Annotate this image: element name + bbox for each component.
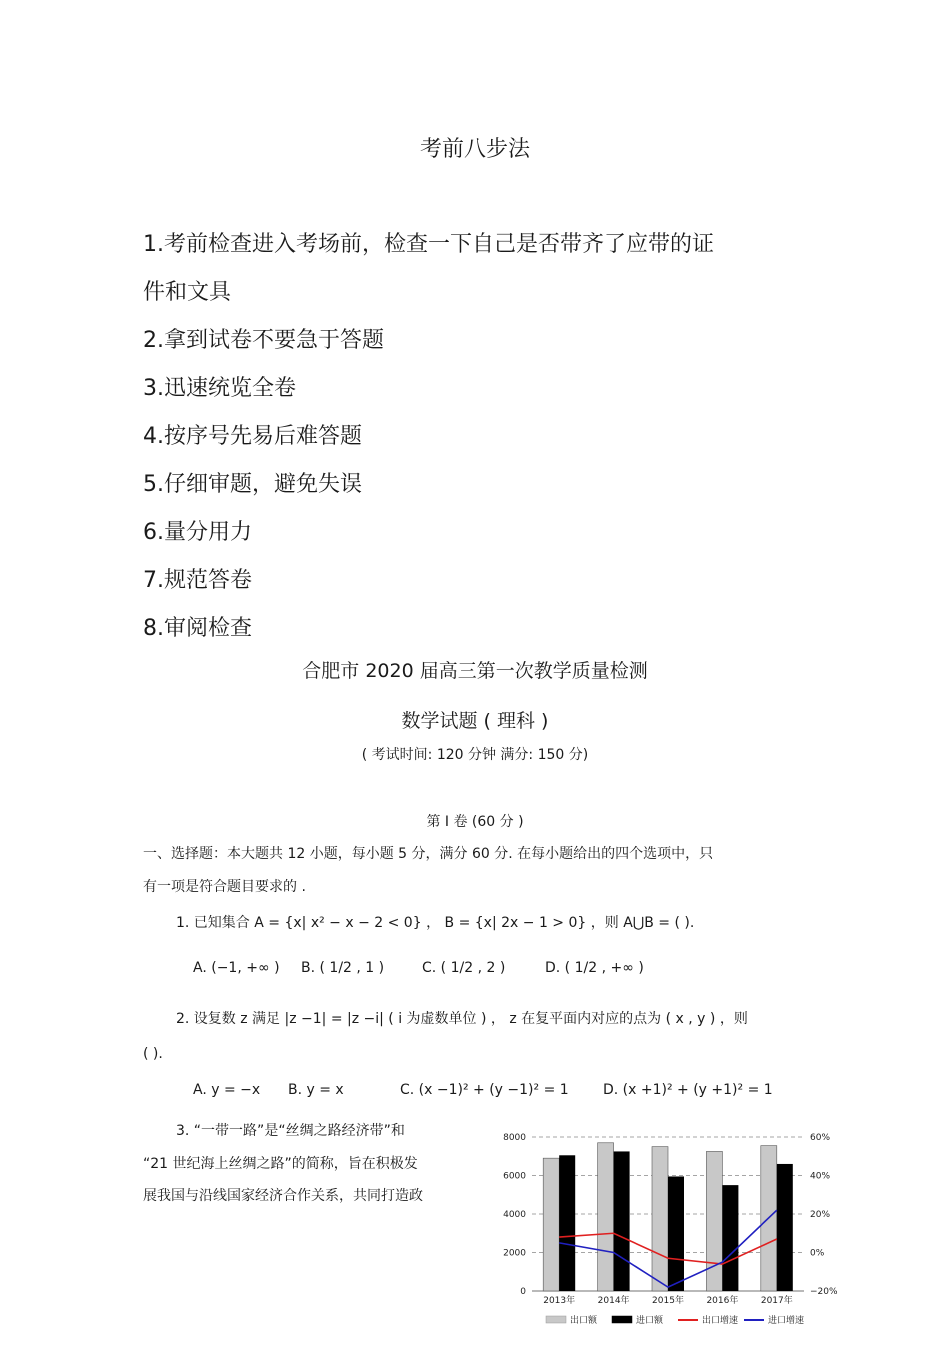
export-bar <box>543 1158 559 1291</box>
import-bar <box>777 1164 793 1291</box>
step-1: 1.考前检查进入考场前，检查一下自己是否带齐了应带的证 <box>143 232 714 257</box>
left-tick-label: 8000 <box>503 1133 526 1143</box>
import-bar <box>722 1185 738 1291</box>
exam-info: ( 考试时间: 120 分钟 满分: 150 分) <box>361 747 589 763</box>
category-label: 2016年 <box>706 1296 739 1306</box>
category-label: 2014年 <box>597 1296 630 1306</box>
question-2-paren: ( ). <box>143 1046 163 1062</box>
category-label: 2013年 <box>543 1296 576 1306</box>
question-2-option-a: A. y = −x <box>193 1082 261 1098</box>
section-intro-line-1: 一、选择题：本大题共 12 小题，每小题 5 分，满分 60 分. 在每小题给出的四个选项中，只 <box>143 846 714 862</box>
question-2-option-c: C. (x −1)² + (y −1)² = 1 <box>400 1082 569 1098</box>
step-3: 3.迅速统览全卷 <box>143 376 296 401</box>
question-3-line-1: 3. “一带一路”是“丝绸之路经济带”和 <box>176 1123 405 1139</box>
question-1-option-a: A. (−1, +∞ ) <box>193 960 280 976</box>
import-bar <box>614 1151 630 1291</box>
question-1-text: 1. 已知集合 A = {x| x² − x − 2 < 0} ， B = {x| 2x − 1 > 0} ，则 A⋃B = ( ). <box>176 915 695 931</box>
step-7: 7.规范答卷 <box>143 568 252 593</box>
exam-subtitle: 数学试题 ( 理科 ) <box>401 710 549 732</box>
export-bar <box>706 1151 722 1291</box>
left-tick-label: 0 <box>520 1287 526 1297</box>
question-3-line-3: 展我国与沿线国家经济合作关系，共同打造政 <box>143 1188 423 1204</box>
step-2: 2.拿到试卷不要急于答题 <box>143 328 384 353</box>
right-tick-label: 0% <box>810 1248 825 1259</box>
question-1-option-b: B. ( 1/2 , 1 ) <box>301 960 385 976</box>
question-3-line-2: “21 世纪海上丝绸之路”的简称，旨在积极发 <box>143 1156 418 1172</box>
legend-swatch <box>612 1316 632 1323</box>
category-label: 2017年 <box>760 1296 793 1306</box>
question-1-option-c: C. ( 1/2 , 2 ) <box>422 960 506 976</box>
question-2-text: 2. 设复数 z 满足 |z −1| = |z −i| ( i 为虚数单位 ) ， z 在复平面内对应的点为 ( x , y ) ，则 <box>176 1011 748 1027</box>
trade-chart <box>494 1125 844 1335</box>
right-tick-label: −20% <box>810 1287 838 1297</box>
export-bar <box>598 1143 614 1291</box>
legend-label: 进口增速 <box>768 1316 805 1326</box>
import-bar <box>668 1176 684 1291</box>
step-1-cont: 件和文具 <box>143 280 232 305</box>
legend-label: 出口增速 <box>702 1316 739 1326</box>
left-tick-label: 2000 <box>503 1248 526 1259</box>
step-4: 4.按序号先易后难答题 <box>143 424 362 449</box>
question-2-option-b: B. y = x <box>288 1082 344 1098</box>
exam-title: 合肥市 2020 届高三第一次教学质量检测 <box>302 660 648 682</box>
step-6: 6.量分用力 <box>143 520 252 545</box>
right-tick-label: 20% <box>810 1210 831 1220</box>
step-8: 8.审阅检查 <box>143 616 252 641</box>
section-title: 第 I 卷 (60 分 ) <box>426 814 524 830</box>
step-5: 5.仔细审题，避免失误 <box>143 472 362 497</box>
left-tick-label: 6000 <box>503 1171 526 1182</box>
right-tick-label: 60% <box>810 1133 831 1143</box>
export-bar <box>652 1147 668 1291</box>
legend-label: 出口额 <box>570 1316 598 1326</box>
legend-swatch <box>546 1316 566 1323</box>
question-1-option-d: D. ( 1/2 , +∞ ) <box>545 960 644 976</box>
section-intro-line-2: 有一项是符合题目要求的 . <box>143 879 306 895</box>
doc-title: 考前八步法 <box>419 137 530 162</box>
import-bar <box>559 1155 575 1291</box>
category-label: 2015年 <box>652 1296 684 1306</box>
left-tick-label: 4000 <box>503 1210 526 1220</box>
right-tick-label: 40% <box>810 1171 831 1182</box>
legend-label: 进口额 <box>636 1316 664 1326</box>
question-2-option-d: D. (x +1)² + (y +1)² = 1 <box>603 1082 773 1098</box>
